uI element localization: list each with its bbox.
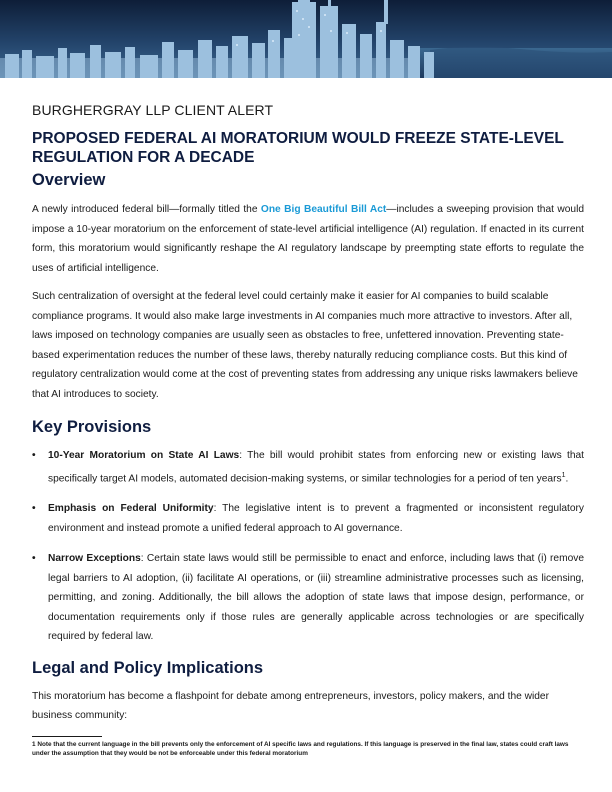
- overview-paragraph-1: [32, 200, 584, 278]
- provision-label: 10-Year Moratorium on State AI Laws: [48, 450, 240, 461]
- page-title: PROPOSED FEDERAL AI MORATORIUM WOULD FREEZE STATE-LEVEL REGULATION FOR A DECADE: [32, 130, 564, 166]
- overview-p1-after: —includes a sweeping provision that would impose a 10-year moratorium on the enforcement of state-level artificial intelligence (AI) regulation. If enacted in its current form, this moratorium would significantly reshape the AI regulatory landscape by preempting state efforts to regulate the uses of artificial intelligence.: [32, 204, 584, 274]
- section-heading-legal-policy: Legal and Policy Implications: [32, 658, 264, 677]
- bullet-icon: •: [32, 450, 36, 461]
- section-heading-overview: Overview: [32, 171, 106, 189]
- provision-text: : The legislative intent is to prevent a fragmented or inconsistent regulatory environment and instead promote a unified federal approach to AI governance.: [48, 503, 584, 534]
- header-banner-image: [0, 0, 612, 78]
- list-item: [32, 499, 584, 538]
- provision-label: Emphasis on Federal Uniformity: [48, 503, 214, 515]
- overview-paragraph-2: Such centralization of oversight at the federal level could certainly make it easier for AI companies to build scalable compliance programs. It would also make large investments in AI companies much more attractive to investors. After all, laws imposed on technology companies are usually seen as obstacles to free, unfettered innovation. Preventing state-based experimentation reduces the number of these laws, thereby naturally reducing compliance costs. But this kind of regulatory centralization would come at the cost of preventing states from addressing any unique risks lawmakers believe that AI introduces to society.: [32, 291, 578, 400]
- article-body: [32, 101, 584, 726]
- overview-p1-before: A newly introduced federal bill—formally titled the: [32, 204, 261, 215]
- provision-end: .: [565, 472, 569, 484]
- footnote-reference[interactable]: 1: [561, 471, 566, 479]
- bullet-icon: •: [32, 503, 36, 515]
- bill-title-link[interactable]: One Big Beautiful Bill Act: [260, 204, 387, 215]
- footnote-divider: [32, 736, 102, 737]
- firm-alert-label: BURGHERGRAY LLP CLIENT ALERT: [32, 102, 274, 118]
- provision-text: : Certain state laws would still be permissible to enact and enforce, including laws that (i) remove legal barriers to AI adoption, (ii) facilitate AI operations, or (iii) streamline administrative processes such as licensing, permitting, and zoning. Additionally, the bill allows the adoption of state laws that impose design, performance, or documentation requirements only if those rules are generally applicable across technologies or are specifically required by federal law.: [48, 553, 585, 643]
- provision-text: : The bill would prohibit states from enforcing new or existing laws that specifically target AI models, automated decision-making systems, or similar technologies for a period of ten years: [48, 450, 584, 484]
- key-provisions-list: [32, 446, 584, 647]
- provision-label: Narrow Exceptions: [48, 553, 141, 565]
- list-item: [32, 446, 584, 488]
- footnote: 1 Note that the current language in the bill prevents only the enforcement of AI specific laws and regulations. If this language is preserved in the final law, states could craft laws under the assumption that they would be not be enforceable under this federal moratorium: [32, 741, 569, 757]
- list-item: [32, 549, 584, 647]
- bullet-icon: •: [32, 553, 36, 565]
- section-heading-key-provisions: Key Provisions: [32, 418, 152, 436]
- legal-policy-paragraph: This moratorium has become a flashpoint for debate among entrepreneurs, investors, policy makers, and the wider business community:: [32, 690, 549, 722]
